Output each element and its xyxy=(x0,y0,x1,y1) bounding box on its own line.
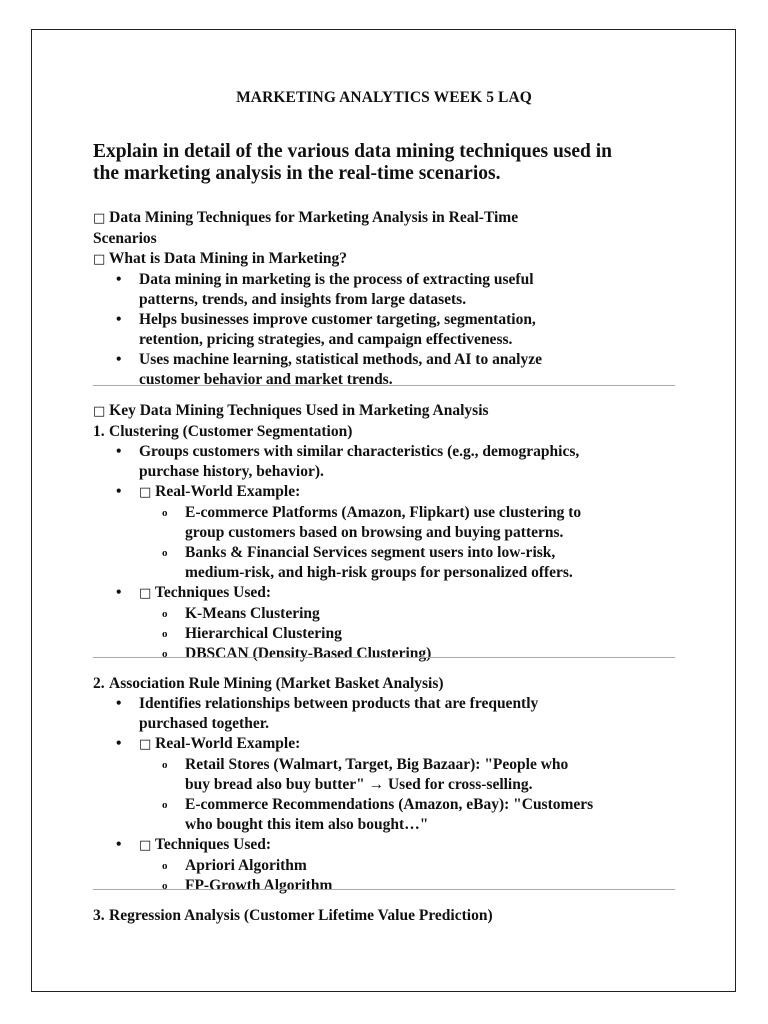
missing-glyph-icon: □ xyxy=(139,838,152,853)
section-intro: □ Data Mining Techniques for Marketing Analysis in Real-Time Scenarios □ What is Data Mining in Marketing? • Data mining in marketing is the process of extracting useful patterns, trends, and insights from large datasets. • Helps businesses improve customer targeting, segmentation, retention, pricing strategies, and campaign effectiveness. • Uses machine learning, statistical methods, and AI to analyze customer behavior and market trends. xyxy=(93,208,675,390)
sub-bullet-icon: o xyxy=(162,648,168,660)
section-heading: □ Key Data Mining Techniques Used in Marketing Analysis xyxy=(93,402,489,419)
sub-heading: □ What is Data Mining in Marketing? xyxy=(93,250,348,267)
bullet-icon: • xyxy=(116,271,122,288)
list-item: • □ Real-World Example: xyxy=(116,735,301,752)
list-item: o K-Means Clustering xyxy=(162,605,320,622)
bullet-icon: • xyxy=(116,311,122,328)
page-title: MARKETING ANALYTICS WEEK 5 LAQ xyxy=(236,89,532,106)
sub-bullet-icon: o xyxy=(162,547,168,559)
section-regression xyxy=(93,906,675,926)
list-item: • Uses machine learning, statistical methods, and AI to analyze customer behavior and market trends. xyxy=(116,351,542,388)
missing-glyph-icon: □ xyxy=(93,404,106,419)
list-item: • □ Techniques Used: xyxy=(116,836,272,853)
section-clustering xyxy=(93,401,675,664)
list-item: o E-commerce Recommendations (Amazon, eBay): "Customers who bought this item also bought…" xyxy=(162,796,594,833)
sub-bullet-icon: o xyxy=(162,507,168,519)
missing-glyph-icon: □ xyxy=(139,586,152,601)
horizontal-divider xyxy=(93,889,675,890)
list-item: o Retail Stores (Walmart, Target, Big Bazaar): "People who buy bread also buy butter" → Used for cross-selling. xyxy=(162,756,569,793)
sub-bullet-icon: o xyxy=(162,799,168,811)
list-item: o Banks & Financial Services segment users into low-risk, medium-risk, and high-risk groups for personalized offers. xyxy=(162,544,573,581)
list-item: o FP-Growth Algorithm xyxy=(162,877,333,894)
list-item: o DBSCAN (Density-Based Clustering) xyxy=(162,645,432,662)
horizontal-divider xyxy=(93,657,675,658)
missing-glyph-icon: □ xyxy=(139,737,152,752)
question-heading: Explain in detail of the various data mining techniques used in the marketing analysis in the real-time scenarios. xyxy=(93,141,613,184)
horizontal-divider xyxy=(93,385,675,386)
technique-heading: 3. Regression Analysis (Customer Lifetime Value Prediction) xyxy=(93,907,493,924)
sub-bullet-icon: o xyxy=(162,759,168,771)
sub-bullet-icon: o xyxy=(162,880,168,892)
list-item: • □ Techniques Used: xyxy=(116,584,272,601)
list-item: • □ Real-World Example: xyxy=(116,483,301,500)
bullet-icon: • xyxy=(116,584,122,601)
bullet-icon: • xyxy=(116,836,122,853)
list-item: o Apriori Algorithm xyxy=(162,857,307,874)
technique-heading: 2. Association Rule Mining (Market Basket Analysis) xyxy=(93,675,444,692)
sub-bullet-icon: o xyxy=(162,608,168,620)
bullet-icon: • xyxy=(116,695,122,712)
list-item: • Helps businesses improve customer targeting, segmentation, retention, pricing strategies, and campaign effectiveness. xyxy=(116,311,536,348)
missing-glyph-icon: □ xyxy=(93,211,106,226)
technique-heading: 1. Clustering (Customer Segmentation) xyxy=(93,423,353,440)
bullet-icon: • xyxy=(116,351,122,368)
section-association xyxy=(93,674,675,896)
list-item: o Hierarchical Clustering xyxy=(162,625,342,642)
list-item: • Groups customers with similar characteristics (e.g., demographics, purchase history, behavior). xyxy=(116,443,580,480)
missing-glyph-icon: □ xyxy=(139,485,152,500)
list-item: o E-commerce Platforms (Amazon, Flipkart) use clustering to group customers based on browsing and buying patterns. xyxy=(162,504,582,541)
bullet-icon: • xyxy=(116,483,122,500)
list-item: • Data mining in marketing is the process of extracting useful patterns, trends, and insights from large datasets. xyxy=(116,271,534,308)
bullet-icon: • xyxy=(116,735,122,752)
list-item: • Identifies relationships between products that are frequently purchased together. xyxy=(116,695,539,732)
sub-bullet-icon: o xyxy=(162,860,168,872)
missing-glyph-icon: □ xyxy=(93,252,106,267)
sub-bullet-icon: o xyxy=(162,628,168,640)
bullet-icon: • xyxy=(116,443,122,460)
section-heading: □ Data Mining Techniques for Marketing Analysis in Real-Time xyxy=(93,209,519,226)
